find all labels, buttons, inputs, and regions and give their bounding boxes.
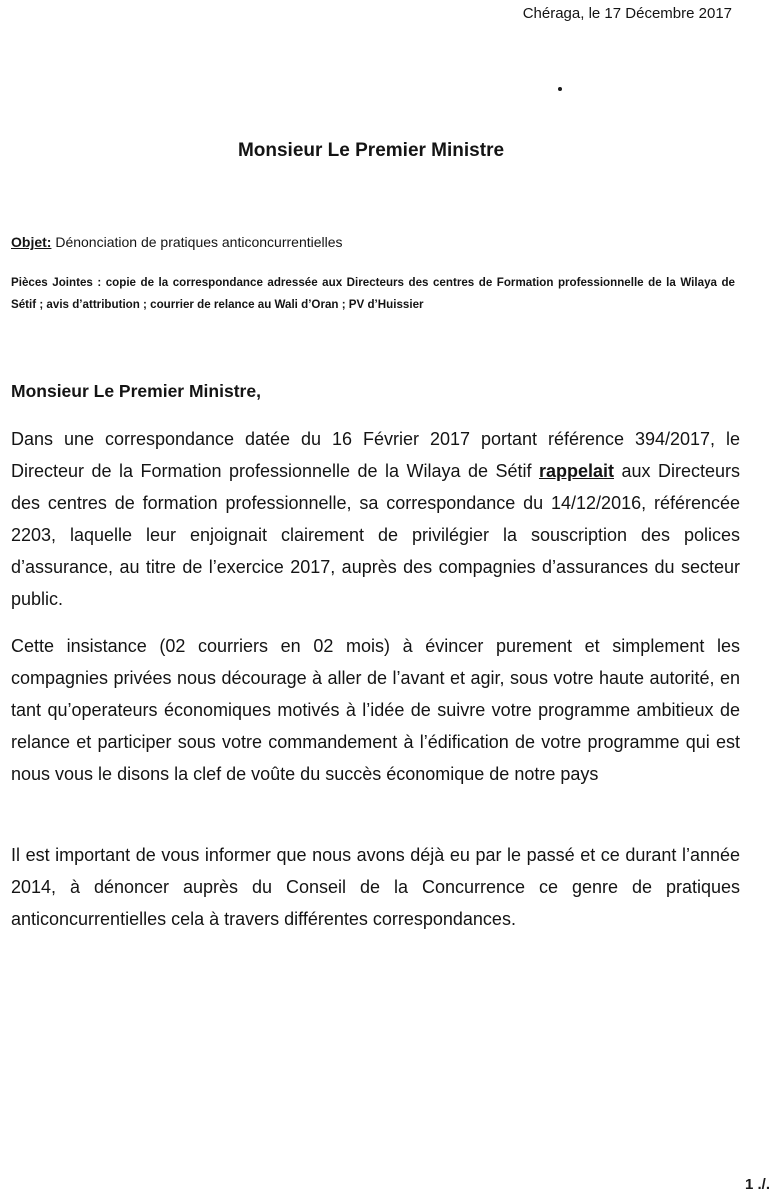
paragraph-1-emphasis: rappelait [538, 461, 615, 481]
salutation: Monsieur Le Premier Ministre, [11, 381, 261, 401]
place-date: Chéraga, le 17 Décembre 2017 [522, 5, 732, 22]
subject-label: Objet: [11, 234, 52, 250]
paragraph-1 [11, 423, 740, 615]
attachments-label: Pièces Jointes : [11, 276, 102, 289]
scan-speck [558, 87, 562, 91]
paragraph-2: Cette insistance (02 courriers en 02 mois) à évincer purement et simplement les compagnies privées nous décourage à aller de l’avant et agir, sous votre haute autorité, en tant qu’operateurs économiques motivés à l’idée de suivre votre programme ambitieux de relance et participer sous votre commandement à l’édification de votre programme qui est nous vous le disons la clef de voûte du succès économique de notre pays [11, 636, 740, 784]
attachments-text: copie de la correspondance adressée aux Directeurs des centres de Formation professionnelle de la Wilaya de Sétif ; avis d’attribution ; courrier de relance au Wali d’Oran ; PV d’Huissier [11, 276, 735, 311]
attachments-line [11, 272, 735, 316]
subject-text: Dénonciation de pratiques anticoncurrentielles [51, 234, 343, 250]
page-number: 1 ./. [744, 1176, 770, 1193]
paragraph-1-start: Dans une correspondance datée du 16 Février 2017 portant référence 394/2017, le Directeur de la Formation professionnelle de la Wilaya de Sétif [11, 429, 740, 481]
subject-line [11, 234, 343, 250]
paragraph-1-end: aux Directeurs des centres de formation professionnelle, sa correspondance du 14/12/2016, référencée 2203, laquelle leur enjoignait clairement de privilégier la souscription des polices d’assurance, au titre de l’exercice 2017, auprès des compagnies d’assurances du secteur public. [11, 461, 741, 609]
recipient-title: Monsieur Le Premier Ministre [237, 140, 505, 161]
paragraph-3: Il est important de vous informer que nous avons déjà eu par le passé et ce durant l’année 2014, à dénoncer auprès du Conseil de la Concurrence ce genre de pratiques anticoncurrentielles cela à travers différentes correspondances. [11, 845, 740, 929]
